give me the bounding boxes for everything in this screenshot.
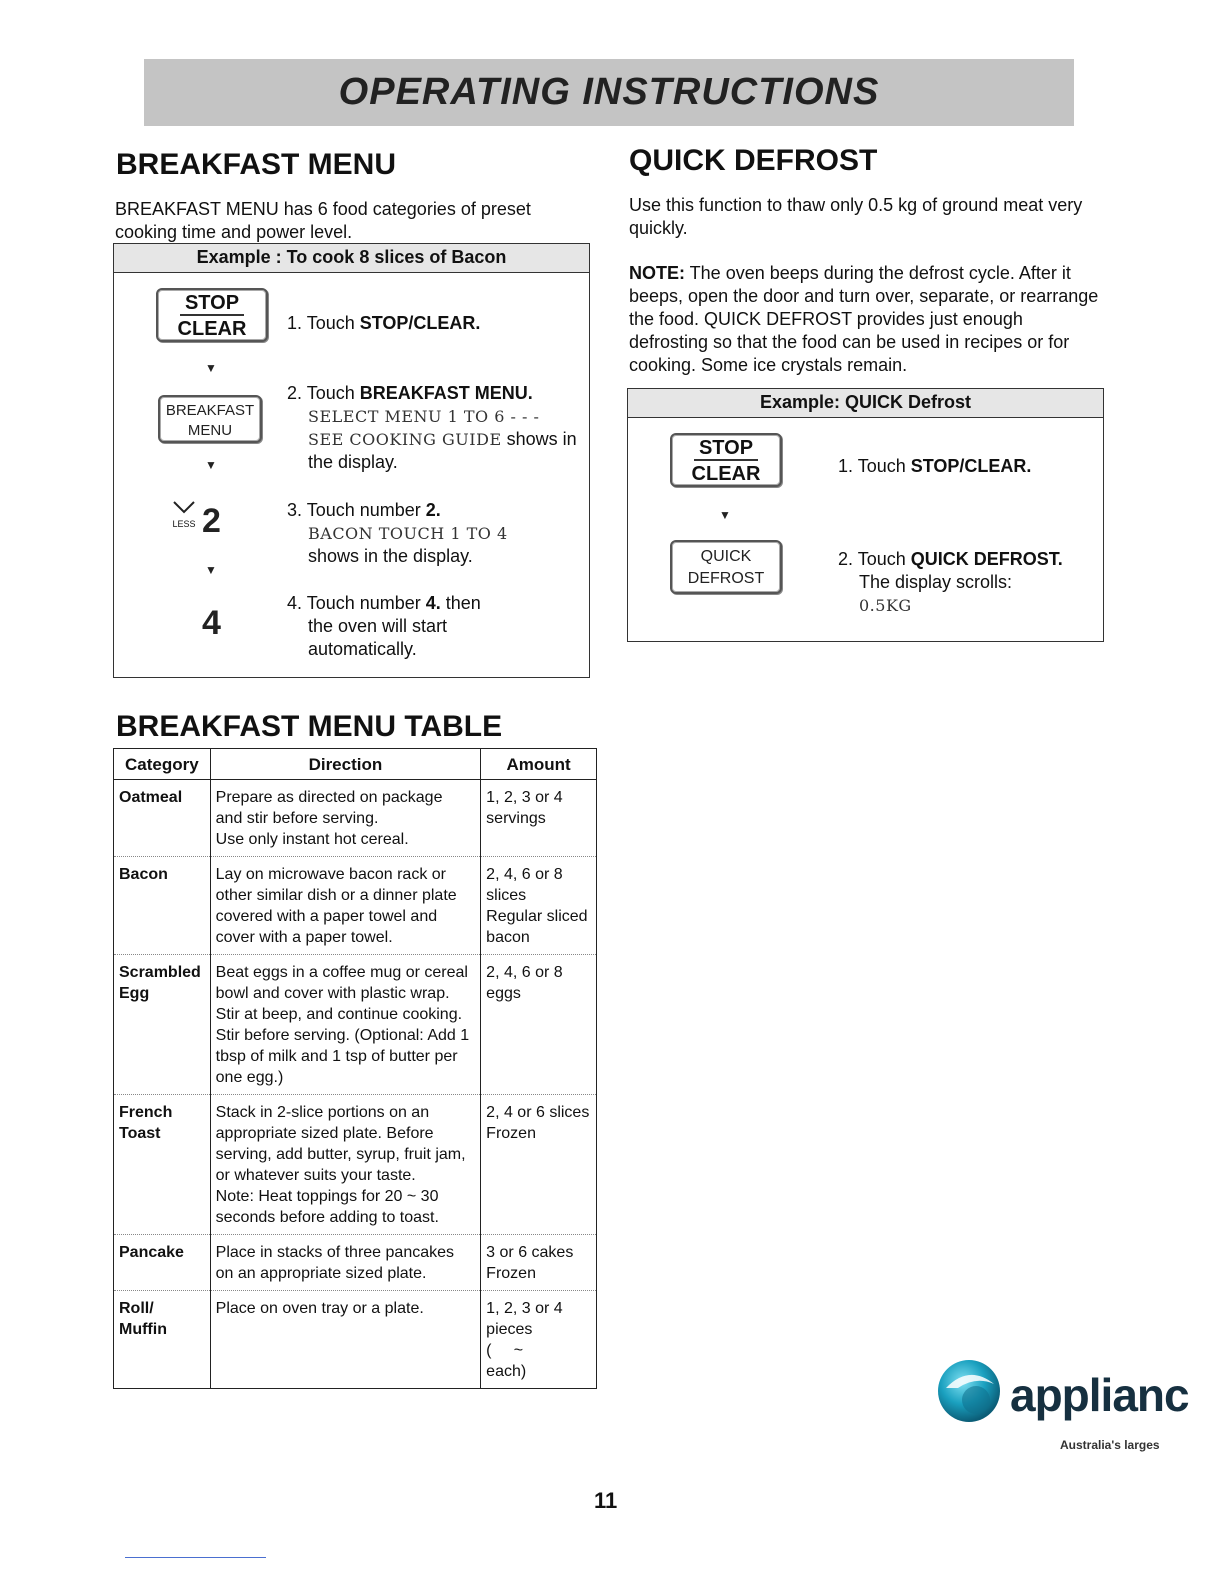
amount-line: Frozen [486,1265,536,1282]
amount-line: 2, 4 or 6 slices [486,1104,590,1121]
defrost-step-1-bold: STOP/CLEAR. [910,456,1032,476]
down-arrow-icon: ▼ [205,361,217,375]
stop-clear-key [670,433,782,487]
category-line: French [119,1104,173,1121]
amount-line: ( ~ [486,1342,524,1359]
amount-line: 2, 4, 6 or 8 [486,964,563,981]
category-line: Oatmeal [119,789,183,806]
step-3-line-3: shows in the display. [308,546,473,566]
defrost-step-2 [838,548,1100,617]
table-cell-direction [210,1291,481,1389]
direction-line: appropriate sized plate. Before [215,1125,434,1142]
direction-line: seconds before adding to toast. [215,1209,439,1226]
quick-key-label: QUICK [700,548,752,565]
table-cell-category [114,1095,211,1235]
breakfast-step-1 [287,312,480,335]
table-cell-category [114,1235,211,1291]
table-cell-amount [481,1291,597,1389]
table-row [114,857,597,955]
table-cell-direction [210,780,481,857]
amount-line: each) [486,1363,527,1380]
direction-line: Place on oven tray or a plate. [215,1300,424,1317]
quick-defrost-note [629,262,1099,377]
breakfast-example-title: Example : To cook 8 slices of Bacon [114,244,589,273]
amount-line: bacon [486,929,530,946]
display-text-weight: 0.5KG [859,596,912,615]
step-1-text: 1. Touch [287,313,360,333]
display-text-select-menu: SELECT MENU 1 TO 6 - - - [308,407,540,426]
step-4-suffix: then [440,593,481,613]
column-header-direction: Direction [210,749,481,780]
display-text-bacon: BACON TOUCH 1 TO 4 [308,524,508,543]
direction-line: Use only instant hot cereal. [215,831,409,848]
breakfast-step-2 [287,382,577,474]
amount-line: 1, 2, 3 or 4 [486,1300,563,1317]
brand-logo [936,1356,1189,1456]
step-1-bold: STOP/CLEAR. [359,313,481,333]
number-2-key: 2 [202,502,221,540]
amount-line: pieces [486,1321,533,1338]
direction-line: Stir before serving. (Optional: Add 1 [215,1027,470,1044]
table-cell-direction [210,955,481,1095]
defrost-step-2-line-2: The display scrolls: [859,572,1013,592]
direction-line: other similar dish or a dinner plate [215,887,457,904]
column-header-amount: Amount [481,749,597,780]
direction-line: Place in stacks of three pancakes [215,1244,455,1261]
direction-line: serving, add butter, syrup, fruit jam, [215,1146,466,1163]
stop-key-label: STOP [694,437,758,461]
breakfast-menu-table [113,748,597,1389]
breakfast-key-label-bottom: MENU [187,422,233,439]
page-title: OPERATING INSTRUCTIONS [338,71,880,113]
table-cell-direction [210,1235,481,1291]
clear-key-label: CLEAR [177,318,247,340]
amount-line: servings [486,810,546,827]
category-line: Egg [119,985,150,1002]
breakfast-menu-heading: BREAKFAST MENU [116,148,397,181]
direction-line: and stir before serving. [215,810,379,827]
table-row [114,1095,597,1235]
step-2-text: 2. Touch [287,383,360,403]
step-3-text: 3. Touch number [287,500,426,520]
amount-line: slices [486,887,527,904]
table-header-row [114,749,597,780]
clear-key-label: CLEAR [691,463,761,485]
step-3-bold: 2. [425,500,441,520]
step-4-text: 4. Touch number [287,593,426,613]
direction-line: Beat eggs in a coffee mug or cereal [215,964,468,981]
table-cell-category [114,857,211,955]
direction-line: on an appropriate sized plate. [215,1265,427,1282]
logo-wordmark: applianc [1010,1369,1189,1421]
direction-line: Note: Heat toppings for 20 ~ 30 [215,1188,439,1205]
direction-line: covered with a paper towel and [215,908,438,925]
direction-line: one egg.) [215,1069,284,1086]
stop-key-label: STOP [180,292,244,316]
down-arrow-icon: ▼ [719,508,731,522]
breakfast-step-4 [287,592,577,661]
table-cell-category [114,955,211,1095]
category-line: Toast [119,1125,161,1142]
defrost-step-1 [838,455,1031,478]
defrost-example-box [627,388,1104,642]
column-header-category: Category [114,749,211,780]
amount-line: 3 or 6 cakes [486,1244,574,1261]
note-label: NOTE: [629,263,685,283]
table-cell-amount [481,955,597,1095]
table-cell-direction [210,1095,481,1235]
down-arrow-icon: ▼ [205,458,217,472]
less-chevron-icon [172,500,196,530]
table-cell-category [114,780,211,857]
category-line: Scrambled [119,964,201,981]
amount-line: Frozen [486,1125,536,1142]
defrost-step-1-text: 1. Touch [838,456,911,476]
breakfast-step-3 [287,499,577,568]
quick-defrost-key [670,540,782,594]
number-4-key: 4 [202,604,221,642]
logo-globe-icon [936,1358,1002,1424]
header-banner [144,59,1074,126]
step-4-bold: 4. [425,593,441,613]
chevron-down-icon [172,500,196,516]
category-line: Pancake [119,1244,184,1261]
breakfast-menu-key [158,395,262,443]
note-text: The oven beeps during the defrost cycle. After it beeps, open the door and turn over, separate, or rearrange the food. QUICK DEFROST provides just enough defrosting so that the food can be used in recipes or for cooking. Some ice crystals remain. [629,263,1099,375]
direction-line: Stack in 2-slice portions on an [215,1104,430,1121]
step-2-bold: BREAKFAST MENU. [359,383,533,403]
breakfast-key-label-top: BREAKFAST [165,402,255,419]
table-row [114,1291,597,1389]
breakfast-intro: BREAKFAST MENU has 6 food categories of preset cooking time and power level. [115,199,531,242]
defrost-step-2-text: 2. Touch [838,549,911,569]
defrost-example-title: Example: QUICK Defrost [628,389,1103,418]
category-line: Muffin [119,1321,167,1338]
direction-line: Stir at beep, and continue cooking. [215,1006,463,1023]
table-cell-amount [481,1095,597,1235]
table-cell-direction [210,857,481,955]
down-arrow-icon: ▼ [205,563,217,577]
table-row [114,780,597,857]
table-cell-amount [481,857,597,955]
display-text-cooking-guide: SEE COOKING GUIDE [308,430,502,449]
direction-line: or whatever suits your taste. [215,1167,416,1184]
direction-line: cover with a paper towel. [215,929,393,946]
stop-clear-key [156,288,268,342]
step-4-line-2: the oven will start [308,616,448,636]
amount-line: 1, 2, 3 or 4 [486,789,563,806]
defrost-step-2-bold: QUICK DEFROST. [910,549,1063,569]
category-line: Roll/ [119,1300,154,1317]
step-2-suffix: shows in [501,429,577,449]
step-4-line-3: automatically. [308,639,417,659]
table-row [114,1235,597,1291]
category-line: Bacon [119,866,168,883]
defrost-key-label: DEFROST [687,570,765,587]
amount-line: 2, 4, 6 or 8 [486,866,563,883]
direction-line: Prepare as directed on package [215,789,443,806]
direction-line: bowl and cover with plastic wrap. [215,985,450,1002]
table-cell-amount [481,780,597,857]
table-cell-amount [481,1235,597,1291]
amount-line: Regular sliced [486,908,588,925]
footer-rule [125,1557,266,1558]
direction-line: tbsp of milk and 1 tsp of butter per [215,1048,458,1065]
table-cell-category [114,1291,211,1389]
page-number: 11 [594,1488,618,1513]
amount-line: eggs [486,985,521,1002]
logo-tagline: Australia's larges [1060,1438,1160,1452]
breakfast-example-box [113,243,590,678]
quick-defrost-heading: QUICK DEFROST [629,144,878,177]
breakfast-table-heading: BREAKFAST MENU TABLE [116,710,503,743]
step-2-line-3: the display. [308,452,398,472]
less-label: LESS [172,519,196,529]
quick-defrost-intro: Use this function to thaw only 0.5 kg of ground meat very quickly. [629,195,1083,238]
direction-line: Lay on microwave bacon rack or [215,866,446,883]
table-row [114,955,597,1095]
